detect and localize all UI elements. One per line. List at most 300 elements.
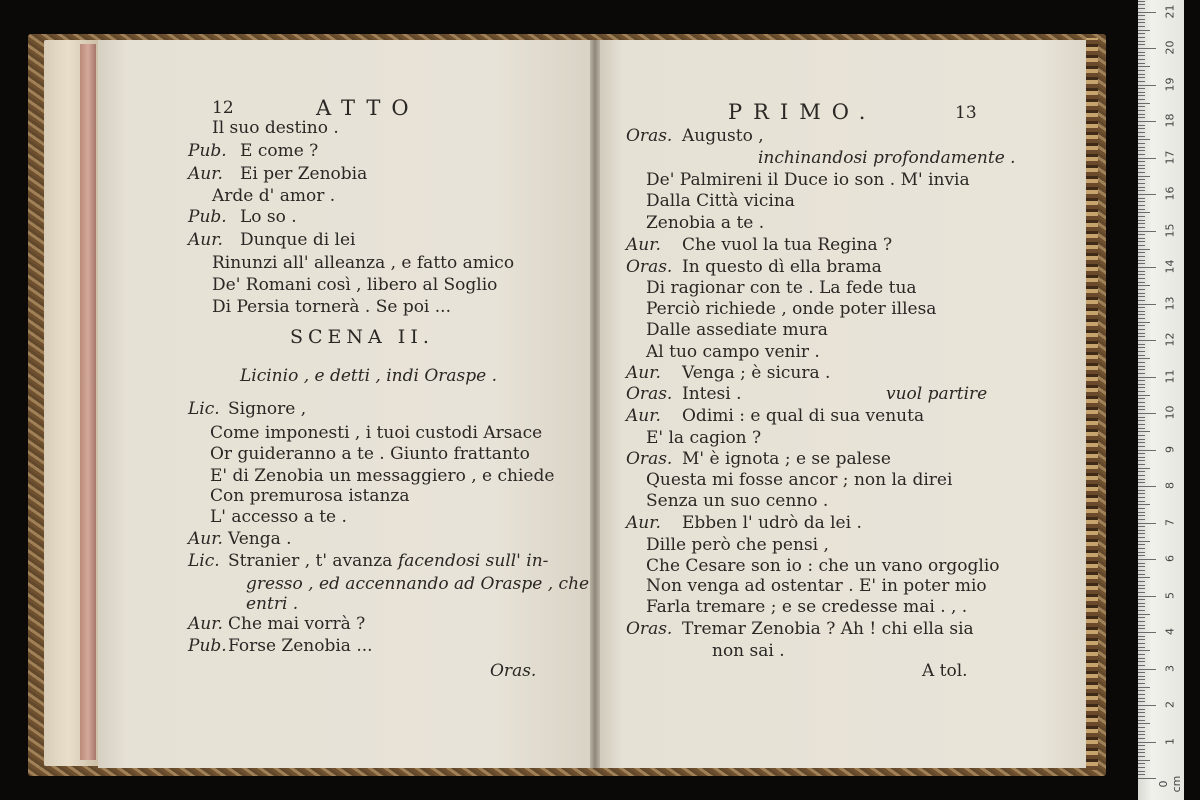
ruler-tick <box>1138 453 1145 454</box>
ruler-tick <box>1138 701 1145 702</box>
ruler-label: 15 <box>1163 223 1177 237</box>
verse-line: Stranier , t' avanza . <box>228 551 404 571</box>
ruler-tick <box>1138 95 1145 96</box>
verse-line: Con premurosa istanza <box>210 486 410 506</box>
ruler-tick <box>1138 716 1145 717</box>
ruler-tick <box>1138 734 1145 735</box>
verse-line: Or guideranno a te . Giunto frattanto <box>210 444 530 464</box>
ruler-tick <box>1138 168 1145 169</box>
ruler-tick <box>1138 544 1145 545</box>
speaker-label: Oras. <box>626 619 673 639</box>
ruler-tick <box>1138 340 1156 341</box>
speaker-label: Lic. <box>188 399 220 419</box>
ruler-tick <box>1138 574 1145 575</box>
ruler-tick <box>1138 220 1145 221</box>
ruler-tick <box>1138 110 1145 111</box>
ruler-tick <box>1138 74 1145 75</box>
ruler-tick <box>1138 402 1145 403</box>
ruler-tick <box>1138 333 1145 334</box>
ruler-tick <box>1138 519 1145 520</box>
ruler-tick <box>1138 99 1145 100</box>
ruler-tick <box>1138 559 1156 560</box>
ruler-tick <box>1138 596 1156 597</box>
ruler-tick <box>1138 121 1156 122</box>
book-gutter <box>590 40 600 768</box>
verse-line: Rinunzi all' alleanza , e fatto amico <box>212 253 515 273</box>
ruler-tick <box>1138 581 1145 582</box>
verse-line: De' Palmireni il Duce io son . M' invia <box>646 170 970 190</box>
ruler-tick <box>1138 621 1145 622</box>
verse-line: E come ? <box>240 141 319 161</box>
ruler-tick <box>1138 533 1145 534</box>
ruler-tick <box>1138 530 1145 531</box>
ruler-tick <box>1138 548 1145 549</box>
ruler-tick <box>1138 617 1145 618</box>
measuring-ruler <box>1138 0 1184 800</box>
ruler-tick <box>1138 128 1145 129</box>
ruler-label: 1 <box>1163 737 1177 745</box>
ruler-label: 13 <box>1163 296 1177 310</box>
ruler-tick <box>1138 632 1156 633</box>
ruler-tick <box>1138 606 1145 607</box>
ruler-tick <box>1138 460 1145 461</box>
stage-direction: vuol partire <box>886 384 988 404</box>
ruler-tick <box>1138 329 1145 330</box>
ruler-tick <box>1138 55 1145 56</box>
ruler-tick <box>1138 610 1145 611</box>
left-page <box>98 40 592 768</box>
ruler-tick <box>1138 504 1150 505</box>
ruler-tick <box>1138 778 1156 779</box>
ruler-label: 2 <box>1163 701 1177 708</box>
speaker-label: Aur. <box>188 164 223 184</box>
ruler-tick <box>1138 439 1145 440</box>
verse-line: Forse Zenobia ... <box>228 636 373 656</box>
ruler-tick <box>1138 508 1145 509</box>
ruler-tick <box>1138 420 1145 421</box>
ruler-tick <box>1138 12 1156 13</box>
speaker-label: Pub. <box>188 141 227 161</box>
ruler-tick <box>1138 351 1145 352</box>
speaker-label: Oras. <box>626 126 673 146</box>
ruler-tick <box>1138 139 1150 140</box>
ruler-label: 0 cm <box>1157 775 1183 793</box>
ruler-tick <box>1138 201 1145 202</box>
ruler-tick <box>1138 468 1150 469</box>
verse-line: Dille però che pensi , <box>646 535 829 555</box>
red-page-edge <box>80 44 96 760</box>
ruler-tick <box>1138 431 1150 432</box>
speaker-label: Aur. <box>188 614 223 634</box>
speaker-label: Oras. <box>626 257 673 277</box>
ruler-tick <box>1138 639 1145 640</box>
ruler-label: 9 <box>1163 445 1177 453</box>
ruler-tick <box>1138 650 1150 651</box>
verse-line: Non venga ad ostentar . E' in poter mio <box>646 576 987 596</box>
verse-line: Che Cesare son io : che un vano orgoglio <box>646 556 1000 576</box>
ruler-tick <box>1138 117 1145 118</box>
ruler-tick <box>1138 59 1145 60</box>
ruler-tick <box>1138 289 1145 290</box>
ruler-tick <box>1138 588 1145 589</box>
ruler-tick <box>1138 344 1145 345</box>
ruler-tick <box>1138 22 1145 23</box>
verse-line: Farla tremare ; e se credesse mai . , . <box>646 597 968 617</box>
ruler-tick <box>1138 698 1145 699</box>
ruler-label: 4 <box>1163 628 1177 635</box>
ruler-tick <box>1138 377 1156 378</box>
scene-cast: Licinio , e detti , indi Oraspe . <box>240 366 498 386</box>
verse-line: Al tuo campo venir . <box>646 342 820 362</box>
ruler-tick <box>1138 409 1145 410</box>
ruler-label: 14 <box>1163 259 1177 274</box>
ruler-tick <box>1138 172 1145 173</box>
ruler-tick <box>1138 311 1145 312</box>
ruler-tick <box>1138 424 1145 425</box>
ruler-label: 11 <box>1163 369 1177 383</box>
ruler-tick <box>1138 577 1150 578</box>
ruler-tick <box>1138 223 1145 224</box>
ruler-tick <box>1138 387 1145 388</box>
verse-line: Dunque di lei <box>240 230 356 250</box>
ruler-tick <box>1138 471 1145 472</box>
ruler-tick <box>1138 501 1145 502</box>
verse-line: Lo so . <box>240 207 297 227</box>
ruler-tick <box>1138 413 1156 414</box>
speaker-label: Pub. <box>188 207 227 227</box>
speaker-label: Oras. <box>626 384 673 404</box>
verse-line: Augusto , <box>682 126 764 146</box>
speaker-label: Aur. <box>626 363 661 383</box>
verse-line: Ei per Zenobia <box>240 164 368 184</box>
ruler-tick <box>1138 636 1145 637</box>
ruler-tick <box>1138 428 1145 429</box>
ruler-tick <box>1138 672 1145 673</box>
scene-title: SCENA II. <box>290 326 434 348</box>
ruler-tick <box>1138 81 1145 82</box>
ruler-tick <box>1138 212 1150 213</box>
ruler-tick <box>1138 176 1150 177</box>
ruler-tick <box>1138 362 1145 363</box>
ruler-label: 20 <box>1163 40 1177 55</box>
ruler-tick <box>1138 63 1145 64</box>
speaker-label: Aur. <box>188 529 223 549</box>
right-catchword: A tol. <box>922 661 968 681</box>
ruler-label: 5 <box>1163 591 1177 599</box>
ruler-tick <box>1138 723 1150 724</box>
ruler-label: 16 <box>1163 186 1177 201</box>
ruler-tick <box>1138 4 1145 5</box>
verse-line: Signore , <box>228 399 307 419</box>
ruler-tick <box>1138 260 1145 261</box>
verse-line: Di Persia tornerà . Se poi ... <box>212 297 451 317</box>
ruler-tick <box>1138 493 1145 494</box>
ruler-tick <box>1138 355 1145 356</box>
ruler-tick <box>1138 44 1145 45</box>
ruler-label: 8 <box>1163 482 1177 489</box>
left-running-head: ATTO <box>316 96 420 120</box>
ruler-tick <box>1138 52 1145 53</box>
ruler-tick <box>1138 336 1145 337</box>
speaker-label: Oras. <box>626 449 673 469</box>
ruler-tick <box>1138 738 1145 739</box>
verse-line: Ebben l' udrò da lei . <box>682 513 862 533</box>
ruler-tick <box>1138 563 1145 564</box>
speaker-label: Aur. <box>188 230 223 250</box>
ruler-tick <box>1138 198 1145 199</box>
ruler-tick <box>1138 161 1145 162</box>
stage-direction: entri . <box>246 594 299 614</box>
verse-line: Zenobia a te . <box>646 213 765 233</box>
ruler-tick <box>1138 241 1145 242</box>
ruler-label: 21 <box>1163 4 1177 18</box>
ruler-tick <box>1138 209 1145 210</box>
ruler-tick <box>1138 709 1145 710</box>
stage-direction: gresso , ed accennando ad Oraspe , che <box>246 574 590 594</box>
ruler-tick <box>1138 132 1145 133</box>
ruler-tick <box>1138 37 1145 38</box>
ruler-tick <box>1138 541 1150 542</box>
ruler-label: 6 <box>1163 555 1177 562</box>
ruler-tick <box>1138 774 1145 775</box>
verse-line: Il suo destino . <box>212 118 339 138</box>
ruler-tick <box>1138 278 1145 279</box>
ruler-tick <box>1138 391 1145 392</box>
ruler-tick <box>1138 70 1145 71</box>
ruler-tick <box>1138 234 1145 235</box>
ruler-tick <box>1138 183 1145 184</box>
ruler-tick <box>1138 395 1150 396</box>
ruler-tick <box>1138 625 1145 626</box>
verse-line: non sai . <box>712 641 785 661</box>
ruler-tick <box>1138 687 1150 688</box>
ruler-tick <box>1138 683 1145 684</box>
ruler-tick <box>1138 450 1156 451</box>
ruler-tick <box>1138 552 1145 553</box>
ruler-tick <box>1138 150 1145 151</box>
ruler-tick <box>1138 26 1145 27</box>
ruler-tick <box>1138 599 1145 600</box>
verse-line: Venga . <box>228 529 292 549</box>
ruler-tick <box>1138 373 1145 374</box>
speaker-label: Aur. <box>626 406 661 426</box>
ruler-tick <box>1138 679 1145 680</box>
ruler-tick <box>1138 398 1145 399</box>
ruler-tick <box>1138 205 1145 206</box>
ruler-tick <box>1138 66 1150 67</box>
ruler-tick <box>1138 497 1145 498</box>
ruler-tick <box>1138 8 1145 9</box>
ruler-tick <box>1138 143 1145 144</box>
ruler-tick <box>1138 106 1145 107</box>
verse-line: Venga ; è sicura . <box>682 363 831 383</box>
verse-line: Arde d' amor . <box>212 186 336 206</box>
speaker-label: Aur. <box>626 513 661 533</box>
ruler-tick <box>1138 92 1145 93</box>
ruler-tick <box>1138 669 1156 670</box>
ruler-tick <box>1138 661 1145 662</box>
ruler-tick <box>1138 30 1150 31</box>
ruler-tick <box>1138 369 1145 370</box>
ruler-tick <box>1138 194 1156 195</box>
ruler-tick <box>1138 274 1145 275</box>
ruler-tick <box>1138 318 1145 319</box>
ruler-tick <box>1138 526 1145 527</box>
ruler-label: 3 <box>1163 664 1177 672</box>
ruler-tick <box>1138 490 1145 491</box>
ruler-tick <box>1138 245 1145 246</box>
ruler-tick <box>1138 537 1145 538</box>
ruler-tick <box>1138 296 1145 297</box>
ruler-tick <box>1138 366 1145 367</box>
ruler-tick <box>1138 158 1156 159</box>
ruler-tick <box>1138 77 1145 78</box>
ruler-tick <box>1138 690 1145 691</box>
ruler-tick <box>1138 435 1145 436</box>
ruler-tick <box>1138 417 1145 418</box>
ruler-tick <box>1138 643 1145 644</box>
ruler-tick <box>1138 566 1145 567</box>
marbled-edge <box>1086 38 1098 770</box>
ruler-tick <box>1138 103 1150 104</box>
ruler-tick <box>1138 263 1145 264</box>
speaker-label: Aur. <box>626 235 661 255</box>
ruler-tick <box>1138 190 1145 191</box>
ruler-tick <box>1138 555 1145 556</box>
ruler-tick <box>1138 231 1156 232</box>
ruler-tick <box>1138 752 1145 753</box>
speaker-label: Pub. <box>188 636 227 656</box>
ruler-tick <box>1138 347 1145 348</box>
ruler-tick <box>1138 187 1145 188</box>
ruler-label: 12 <box>1163 332 1177 347</box>
verse-line: E' di Zenobia un messaggiero , e chiede <box>210 466 555 486</box>
ruler-tick <box>1138 727 1145 728</box>
verse-line: De' Romani così , libero al Soglio <box>212 275 498 295</box>
speaker-label: Lic. <box>188 551 220 571</box>
ruler-tick <box>1138 771 1145 772</box>
ruler-tick <box>1138 252 1145 253</box>
ruler-tick <box>1138 19 1145 20</box>
right-page-number: 13 <box>955 103 977 123</box>
ruler-label: 17 <box>1163 150 1177 164</box>
ruler-tick <box>1138 745 1145 746</box>
ruler-tick <box>1138 300 1145 301</box>
ruler-tick <box>1138 249 1150 250</box>
ruler-tick <box>1138 179 1145 180</box>
ruler-tick <box>1138 654 1145 655</box>
ruler-tick <box>1138 446 1145 447</box>
ruler-tick <box>1138 475 1145 476</box>
ruler-tick <box>1138 512 1145 513</box>
verse-line: In questo dì ella brama <box>682 257 882 277</box>
ruler-tick <box>1138 314 1145 315</box>
ruler-tick <box>1138 482 1145 483</box>
verse-line: Intesi . <box>682 384 742 404</box>
ruler-tick <box>1138 285 1150 286</box>
ruler-tick <box>1138 307 1145 308</box>
ruler-tick <box>1138 271 1145 272</box>
ruler-tick <box>1138 720 1145 721</box>
ruler-tick <box>1138 523 1156 524</box>
ruler-tick <box>1138 238 1145 239</box>
verse-line: Tremar Zenobia ? Ah ! chi ella sia <box>682 619 974 639</box>
ruler-tick <box>1138 658 1145 659</box>
ruler-tick <box>1138 665 1145 666</box>
ruler-label: 7 <box>1163 518 1177 526</box>
ruler-tick <box>1138 48 1156 49</box>
ruler-tick <box>1138 216 1145 217</box>
ruler-tick <box>1138 88 1145 89</box>
verse-line: L' accesso a te . <box>210 507 347 527</box>
ruler-tick <box>1138 457 1145 458</box>
ruler-tick <box>1138 760 1150 761</box>
verse-line: M' è ignota ; e se palese <box>682 449 891 469</box>
stage-direction: inchinandosi profondamente . <box>758 148 1016 168</box>
ruler-tick <box>1138 358 1150 359</box>
verse-line: Odimi : e qual di sua venuta <box>682 406 925 426</box>
ruler-tick <box>1138 304 1156 305</box>
verse-line: Senza un suo cenno . <box>646 491 829 511</box>
ruler-tick <box>1138 293 1145 294</box>
verse-line: Dalla Città vicina <box>646 191 795 211</box>
ruler-tick <box>1138 731 1145 732</box>
verse-line: Dalle assediate mura <box>646 320 828 340</box>
ruler-tick <box>1138 165 1145 166</box>
ruler-tick <box>1138 136 1145 137</box>
ruler-tick <box>1138 628 1145 629</box>
ruler-tick <box>1138 380 1145 381</box>
ruler-tick <box>1138 570 1145 571</box>
ruler-tick <box>1138 694 1145 695</box>
ruler-tick <box>1138 325 1145 326</box>
ruler-tick <box>1138 712 1145 713</box>
ruler-label: 19 <box>1163 77 1177 91</box>
verse-line: Perciò richiede , onde poter illesa <box>646 299 937 319</box>
ruler-tick <box>1138 147 1145 148</box>
ruler-tick <box>1138 742 1156 743</box>
stage-direction: facendosi sull' in- <box>398 551 549 571</box>
ruler-tick <box>1138 1 1145 2</box>
ruler-tick <box>1138 442 1145 443</box>
ruler-tick <box>1138 479 1145 480</box>
ruler-tick <box>1138 676 1145 677</box>
ruler-tick <box>1138 15 1145 16</box>
ruler-label: 18 <box>1163 113 1177 128</box>
ruler-tick <box>1138 282 1145 283</box>
ruler-tick <box>1138 756 1145 757</box>
ruler-tick <box>1138 515 1145 516</box>
ruler-tick <box>1138 33 1145 34</box>
verse-line: Che mai vorrà ? <box>228 614 366 634</box>
ruler-tick <box>1138 592 1145 593</box>
ruler-tick <box>1138 585 1145 586</box>
ruler-tick <box>1138 125 1145 126</box>
ruler-tick <box>1138 763 1145 764</box>
right-running-head: PRIMO. <box>728 100 877 124</box>
ruler-tick <box>1138 749 1145 750</box>
ruler-tick <box>1138 705 1156 706</box>
ruler-tick <box>1138 464 1145 465</box>
ruler-tick <box>1138 486 1156 487</box>
left-catchword: Oras. <box>490 661 537 681</box>
verse-line: Come imponesti , i tuoi custodi Arsace <box>210 423 543 443</box>
verse-line: Questa mi fosse ancor ; non la direi <box>646 470 953 490</box>
ruler-tick <box>1138 322 1150 323</box>
ruler-tick <box>1138 41 1145 42</box>
ruler-tick <box>1138 603 1145 604</box>
verse-line: E' la cagion ? <box>646 428 762 448</box>
